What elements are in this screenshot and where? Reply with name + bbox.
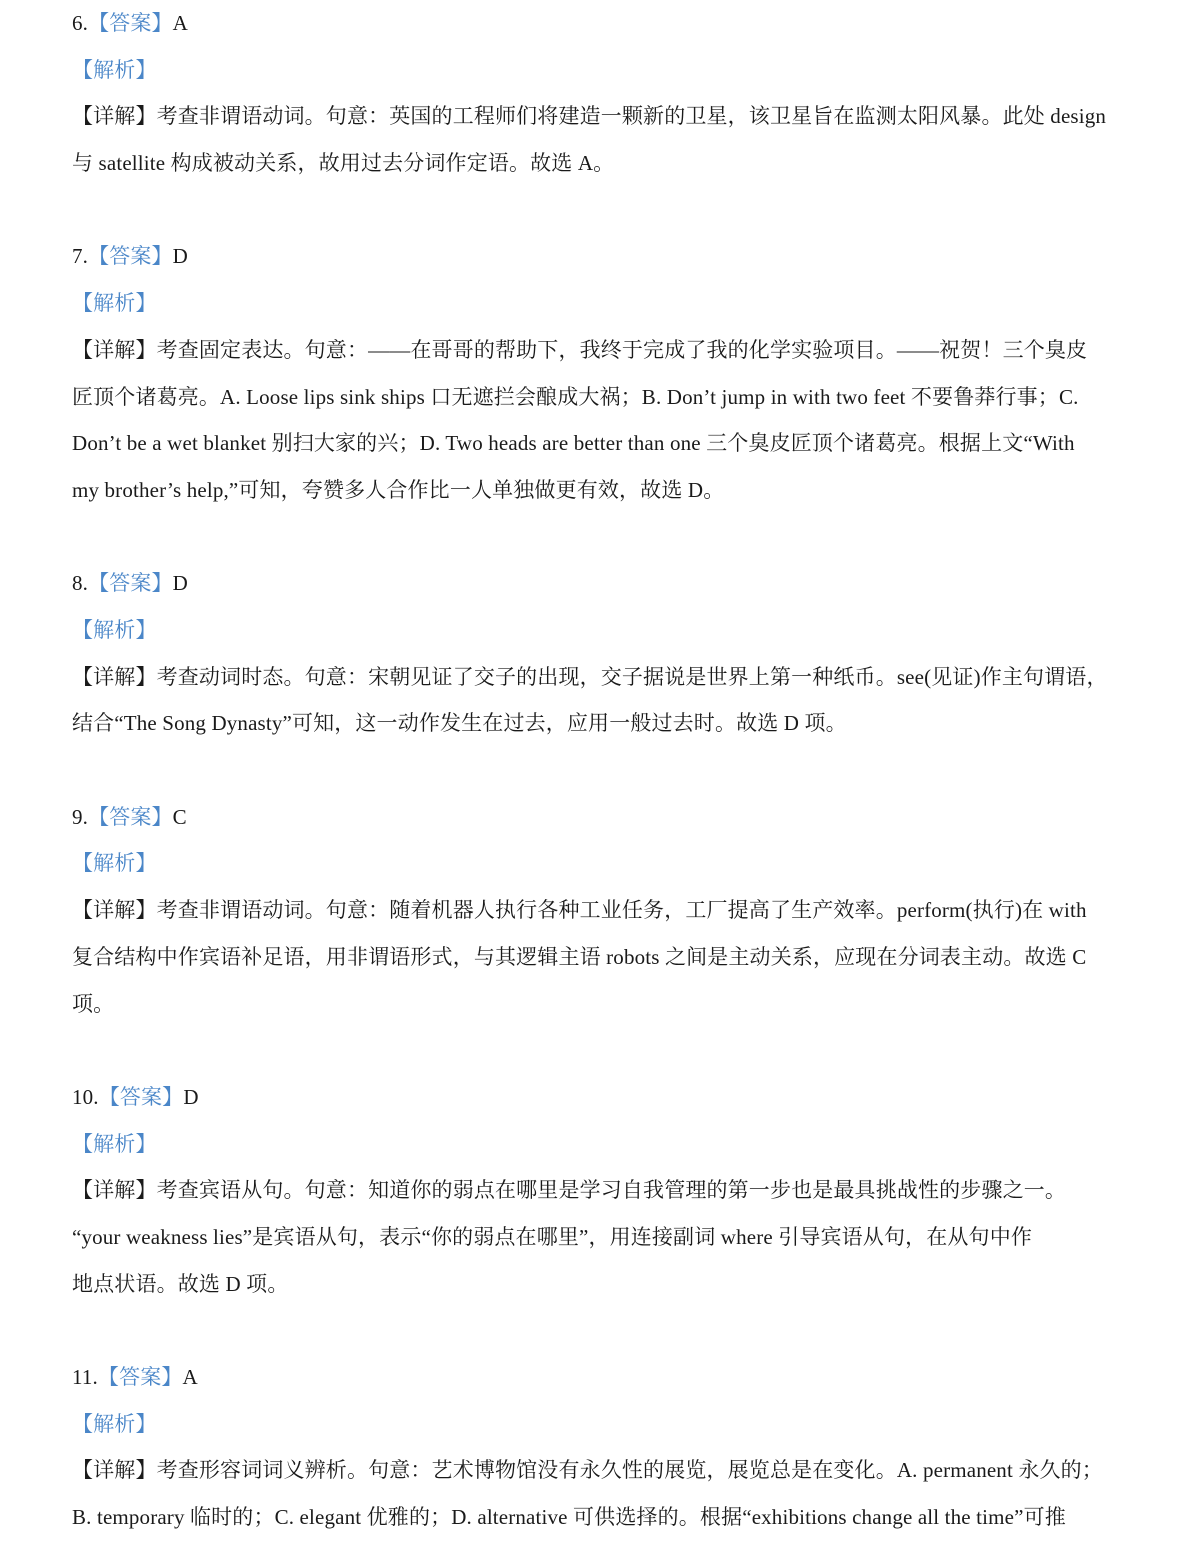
- detail-label: 【详解】: [72, 104, 157, 129]
- detail-text: my brother’s help,”可知，夸赞多人合作比一人单独做更有效，故选 D。: [72, 477, 725, 502]
- answer-value: D: [183, 1084, 199, 1109]
- detail-line: [72, 1167, 1122, 1214]
- answer-line: [72, 560, 1122, 607]
- analysis-label: 【解析】: [72, 57, 157, 82]
- answer-value: D: [172, 571, 188, 596]
- answer-label: 【答案】: [98, 1084, 184, 1109]
- answer-value: A: [182, 1365, 198, 1390]
- detail-label: 【详解】: [72, 898, 157, 923]
- detail-line: [72, 1447, 1122, 1494]
- detail-text: 考查宾语从句。句意：知道你的弱点在哪里是学习自我管理的第一步也是最具挑战性的步骤之一。: [156, 1178, 1067, 1203]
- detail-line: [72, 93, 1122, 140]
- detail-text: 复合结构中作宾语补足语，用非谓语形式，与其逻辑主语 robots 之间是主动关系，应现在分词表主动。故选 C: [72, 944, 1087, 969]
- analysis-label: 【解析】: [72, 1411, 157, 1436]
- detail-text: 与 satellite 构成被动关系，故用过去分词作定语。故选 A。: [72, 151, 615, 176]
- detail-text: 地点状语。故选 D 项。: [72, 1271, 289, 1296]
- analysis-label: 【解析】: [72, 291, 157, 316]
- detail-line: [72, 327, 1122, 374]
- answer-value: D: [172, 244, 188, 269]
- detail-label: 【详解】: [72, 1458, 157, 1483]
- detail-text: 考查形容词词义辨析。句意：艺术博物馆没有永久性的展览，展览总是在变化。A. permanent 永久的；: [156, 1458, 1103, 1483]
- detail-text: “your weakness lies”是宾语从句，表示“你的弱点在哪里”，用连接副词 where 引导宾语从句，在从句中作: [72, 1224, 1033, 1249]
- question-number: 9.: [72, 804, 89, 829]
- detail-label: 【详解】: [72, 1178, 157, 1203]
- answer-line: [72, 1074, 1122, 1121]
- answer-explanations: [72, 0, 1122, 1541]
- detail-text: B. temporary 临时的；C. elegant 优雅的；D. alternative 可供选择的。根据“exhibitions change all the time”可推: [72, 1505, 1066, 1530]
- question-number: 10.: [72, 1084, 99, 1109]
- question-item-7: [72, 233, 1122, 513]
- question-number: 6.: [72, 11, 89, 35]
- question-item-8: [72, 560, 1122, 747]
- answer-line: [72, 0, 1122, 47]
- answer-line: [72, 794, 1122, 841]
- detail-text: Don’t be a wet blanket 别扫大家的兴；D. Two heads are better than one 三个臭皮匠顶个诸葛亮。根据上文“With: [72, 431, 1075, 456]
- answer-label: 【答案】: [97, 1365, 183, 1390]
- answer-value: C: [172, 804, 187, 829]
- detail-label: 【详解】: [72, 337, 157, 362]
- detail-text: 项。: [72, 991, 115, 1016]
- answer-line: [72, 1354, 1122, 1401]
- detail-text: 考查动词时态。句意：宋朝见证了交子的出现，交子据说是世界上第一种纸币。see(见证)作主句谓语，: [156, 664, 1108, 689]
- question-item-10: [72, 1074, 1122, 1307]
- question-number: 11.: [72, 1365, 98, 1390]
- analysis-label: 【解析】: [72, 851, 157, 876]
- detail-line: [72, 887, 1122, 934]
- detail-text: 考查非谓语动词。句意：随着机器人执行各种工业任务，工厂提高了生产效率。perform(执行)在 with: [156, 898, 1087, 923]
- detail-line: [72, 654, 1122, 701]
- question-number: 7.: [72, 244, 89, 269]
- answer-label: 【答案】: [88, 571, 173, 596]
- question-number: 8.: [72, 571, 89, 596]
- analysis-label: 【解析】: [72, 618, 157, 642]
- answer-line: [72, 233, 1122, 280]
- detail-text: 结合“The Song Dynasty”可知，这一动作发生在过去，应用一般过去时。故选 D 项。: [72, 711, 847, 736]
- detail-text: 匠顶个诸葛亮。A. Loose lips sink ships 口无遮拦会酿成大祸；B. Don’t jump in with two feet 不要鲁莽行事；C.: [72, 384, 1079, 409]
- answer-label: 【答案】: [88, 244, 173, 269]
- detail-text: 考查固定表达。句意：——在哥哥的帮助下，我终于完成了我的化学实验项目。——祝贺！三个臭皮: [156, 337, 1088, 362]
- answer-label: 【答案】: [88, 11, 173, 35]
- question-item-6: [72, 0, 1122, 187]
- detail-text: 考查非谓语动词。句意：英国的工程师们将建造一颗新的卫星，该卫星旨在监测太阳风暴。此处 design: [156, 104, 1107, 129]
- question-item-9: [72, 794, 1122, 1027]
- question-item-11: [72, 1354, 1122, 1541]
- detail-label: 【详解】: [72, 664, 157, 689]
- answer-label: 【答案】: [88, 804, 173, 829]
- answer-value: A: [172, 11, 188, 35]
- analysis-label: 【解析】: [72, 1131, 157, 1156]
